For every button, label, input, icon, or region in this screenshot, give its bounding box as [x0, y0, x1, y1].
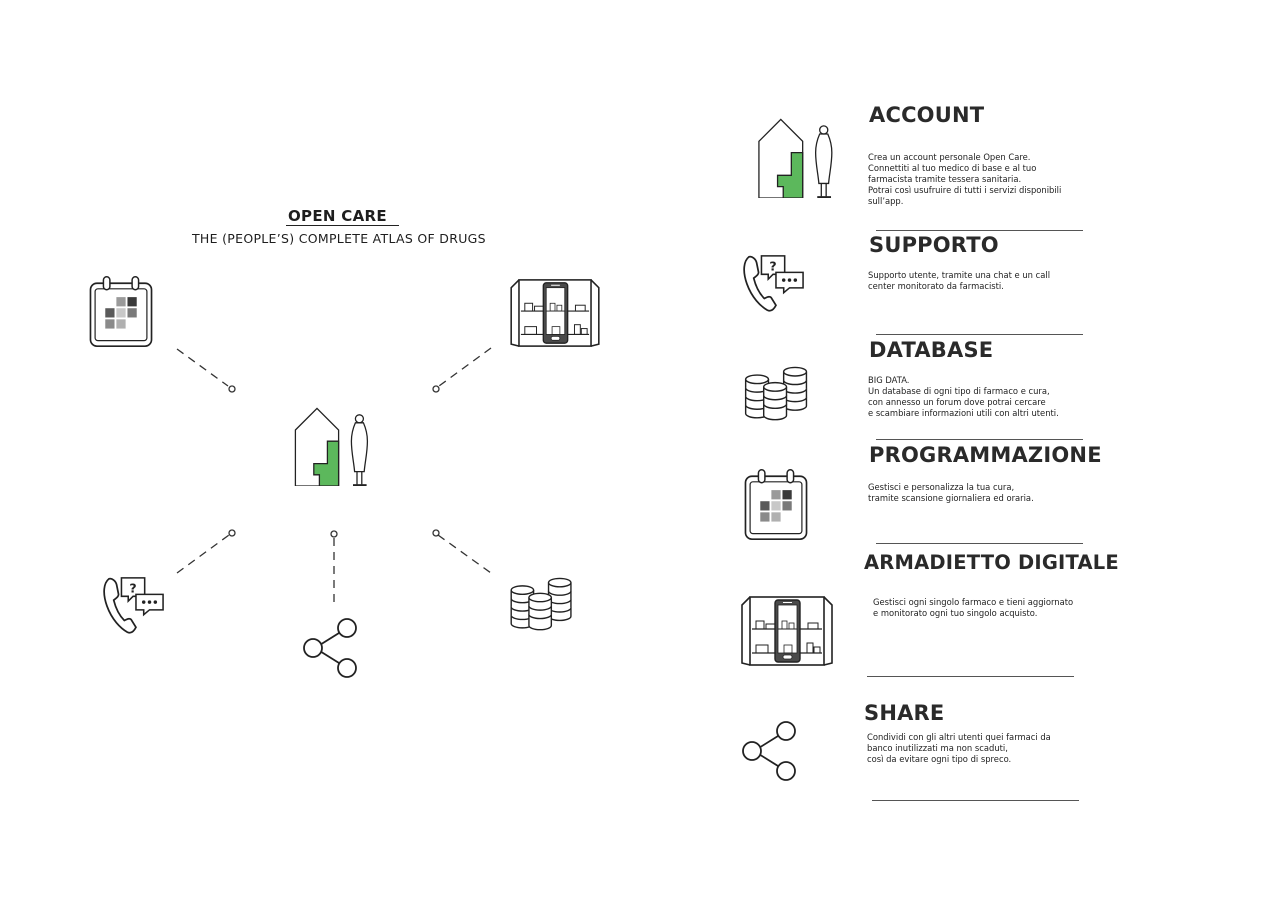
- connector-cabinet: [439, 348, 491, 386]
- feature-account-title: ACCOUNT: [869, 103, 985, 127]
- divider: [872, 800, 1079, 801]
- diagram-phone-chat-icon[interactable]: [101, 575, 169, 635]
- feature-database-icon: [743, 366, 811, 423]
- center-house-person-icon: [283, 406, 383, 486]
- page-title: OPEN CARE: [286, 207, 399, 226]
- connector-phone: [177, 535, 229, 573]
- feature-share-description: Condividi con gli altri utenti quei farmaci da banco inutilizzati ma non scaduti, così da evitare ogni tipo di spreco.: [867, 732, 1051, 764]
- connector-node: [433, 530, 439, 536]
- feature-programmazione-icon: [742, 467, 810, 541]
- feature-database-title: DATABASE: [869, 338, 994, 362]
- connector-node: [229, 530, 235, 536]
- connector-database: [438, 535, 491, 573]
- feature-share-icon: [740, 721, 800, 781]
- divider: [876, 334, 1083, 335]
- feature-database-description: BIG DATA. Un database di ogni tipo di farmaco e cura, con annesso un forum dove potrai cercare e scambiare informazioni utili con altri utenti.: [868, 375, 1059, 418]
- feature-programmazione-description: Gestisci e personalizza la tua cura, tramite scansione giornaliera ed oraria.: [868, 482, 1034, 503]
- divider: [876, 543, 1083, 544]
- feature-share-title: SHARE: [864, 701, 945, 725]
- feature-supporto-description: Supporto utente, tramite una chat e un call center monitorato da farmacisti.: [868, 270, 1051, 291]
- feature-armadietto-icon: [741, 593, 833, 669]
- connector-node: [331, 531, 337, 537]
- diagram-calendar-icon[interactable]: [87, 274, 155, 348]
- connector-calendar: [177, 349, 228, 386]
- divider: [867, 676, 1074, 677]
- diagram-cabinet-icon[interactable]: [510, 276, 600, 350]
- diagram-database-icon[interactable]: [507, 577, 577, 633]
- page-subtitle: THE (PEOPLE’S) COMPLETE ATLAS OF DRUGS: [192, 231, 486, 246]
- feature-supporto-icon: [741, 253, 809, 313]
- connector-node: [229, 386, 235, 392]
- divider: [876, 439, 1083, 440]
- feature-programmazione-title: PROGRAMMAZIONE: [869, 443, 1102, 467]
- feature-account-icon: [747, 117, 847, 198]
- diagram-share-icon[interactable]: [301, 618, 361, 678]
- feature-armadietto-description: Gestisci ogni singolo farmaco e tieni aggiornato e monitorato ogni tuo singolo acquisto.: [873, 597, 1074, 618]
- divider: [876, 230, 1083, 231]
- connector-node: [433, 386, 439, 392]
- feature-supporto-title: SUPPORTO: [869, 233, 999, 257]
- feature-armadietto-title: ARMADIETTO DIGITALE: [864, 551, 1119, 574]
- feature-account-description: Crea un account personale Open Care. Connettiti al tuo medico di base e al tuo farmacista tramite tessera sanitaria. Potrai così usufruire di tutti i servizi disponibili sull’app.: [868, 152, 1062, 206]
